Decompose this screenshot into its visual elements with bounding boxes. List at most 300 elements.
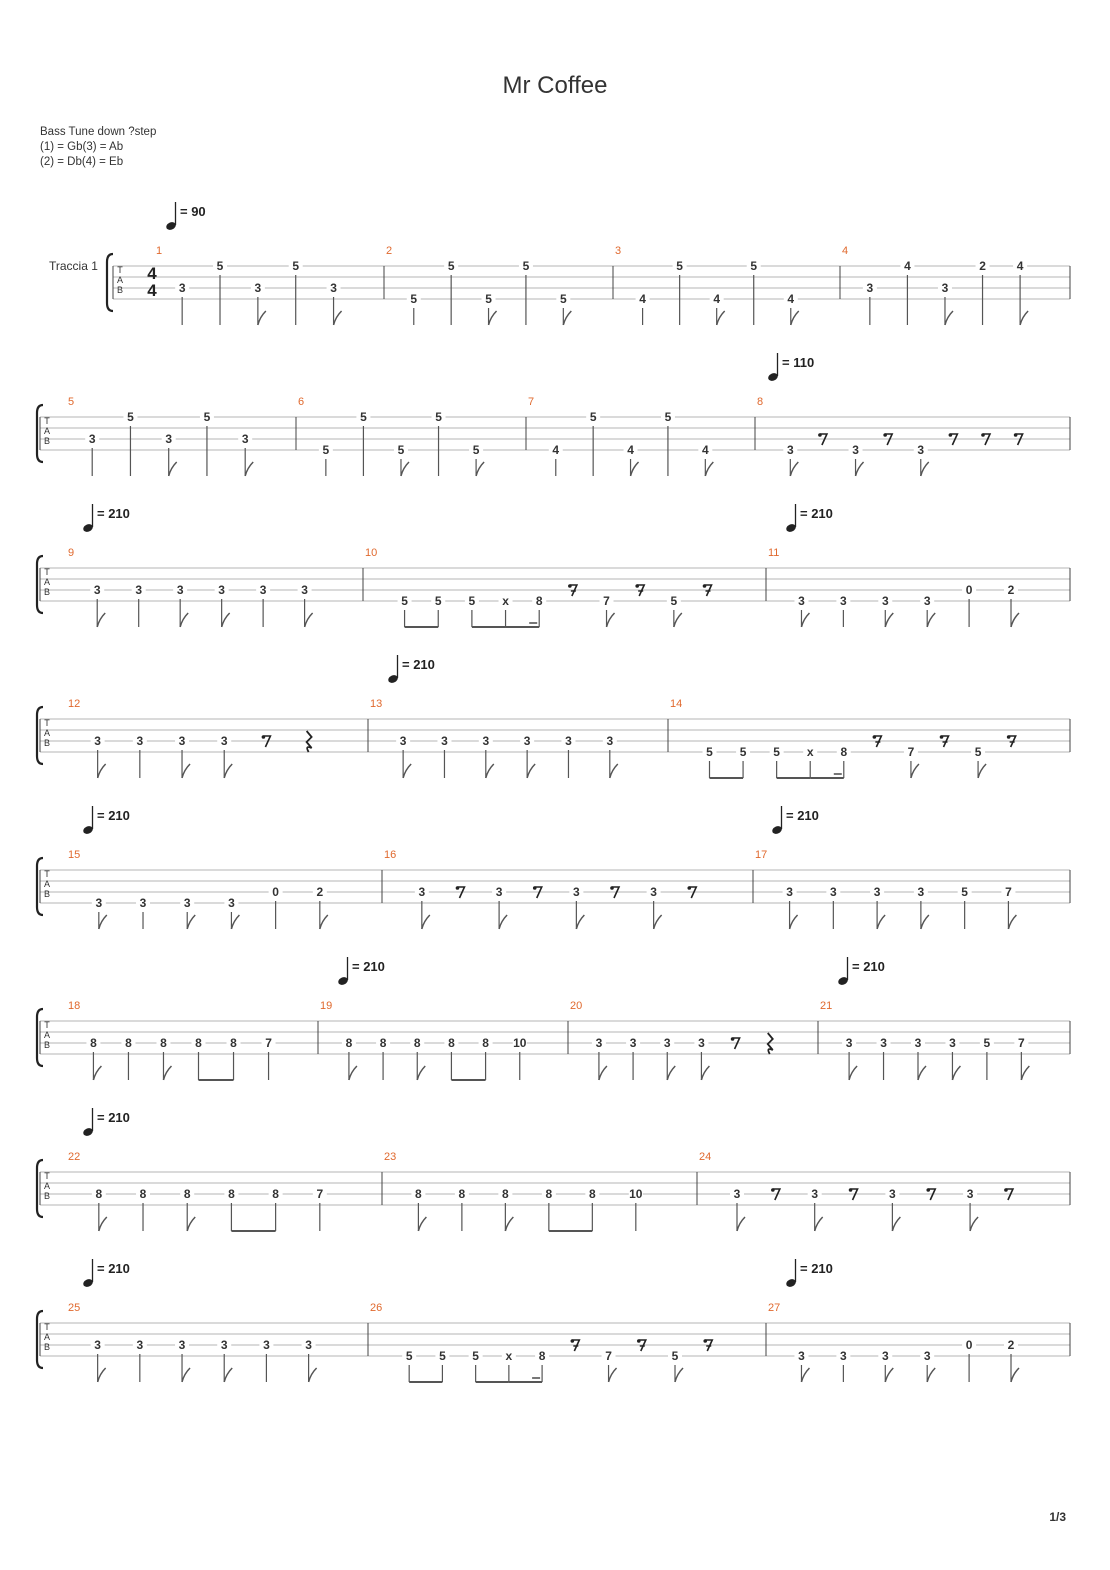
- rest-dot: [949, 433, 953, 437]
- fret-number: 3: [966, 1187, 974, 1201]
- measure-number: 20: [570, 1000, 583, 1012]
- note-flag: [320, 915, 328, 929]
- fret-number: 3: [495, 885, 503, 899]
- staff-system: [37, 806, 1070, 929]
- fret-number: 5: [472, 443, 480, 457]
- measure-1: [156, 245, 342, 325]
- measure-18: [68, 1000, 276, 1080]
- measure-19: [320, 1000, 527, 1080]
- measure-2: [386, 245, 571, 325]
- measure-number: 5: [68, 396, 75, 408]
- measure-number: 17: [755, 849, 768, 861]
- note-flag: [675, 1368, 683, 1382]
- note-flag: [849, 1066, 857, 1080]
- tab-clef-letter: A: [43, 1332, 51, 1342]
- tempo-marking: = 210: [800, 506, 833, 521]
- fret-number: 8: [379, 1036, 387, 1050]
- fret-number: 7: [603, 594, 610, 608]
- fret-number: 5: [434, 594, 442, 608]
- fret-number: 3: [441, 734, 448, 748]
- note-flag: [1008, 915, 1016, 929]
- measure-number: 21: [820, 1000, 833, 1012]
- measure-16: [384, 849, 696, 929]
- fret-number: 3: [881, 594, 889, 608]
- fret-number: 10: [629, 1187, 643, 1201]
- note-flag: [970, 1217, 978, 1231]
- note-flag: [815, 1217, 823, 1231]
- fret-number: 3: [606, 734, 614, 748]
- tempo-marking: = 110: [782, 355, 815, 370]
- fret-number: 8: [458, 1187, 466, 1201]
- fret-number: 2: [316, 885, 324, 899]
- note-flag: [921, 462, 929, 476]
- note-flag: [417, 1066, 425, 1080]
- fret-number: 3: [786, 885, 793, 899]
- note-flag: [224, 764, 232, 778]
- rest-dot: [883, 433, 887, 437]
- fret-number: 3: [917, 443, 925, 457]
- fret-number: 5: [410, 292, 418, 306]
- tab-clef-letter: B: [43, 436, 51, 446]
- note-flag: [918, 1066, 926, 1080]
- staff-system: [37, 655, 1070, 778]
- rest-dot: [456, 886, 460, 890]
- measure-12: [68, 698, 312, 778]
- fret-number: 3: [254, 281, 262, 295]
- note-flag: [418, 1217, 426, 1231]
- fret-number: 3: [923, 1349, 931, 1363]
- tempo-marking: = 210: [97, 808, 130, 823]
- tempo-marking: = 210: [352, 959, 385, 974]
- fret-number: 8: [413, 1036, 421, 1050]
- note-flag: [790, 915, 798, 929]
- fret-number: 3: [176, 583, 184, 597]
- tab-clef-letter: A: [43, 426, 51, 436]
- fret-number: 8: [535, 594, 543, 608]
- fret-number: 5: [522, 259, 530, 273]
- fret-number: 3: [798, 594, 805, 608]
- note-flag: [892, 1217, 900, 1231]
- fret-number: 3: [178, 734, 186, 748]
- fret-number: 3: [218, 583, 225, 597]
- note-flag: [885, 613, 893, 627]
- rest-dot: [703, 1339, 707, 1343]
- measure-9: [68, 547, 313, 627]
- measure-number: 23: [384, 1151, 397, 1163]
- rest-dot: [703, 584, 707, 588]
- page-number: 1/3: [1049, 1510, 1066, 1524]
- song-title: Mr Coffee: [502, 72, 608, 99]
- note-flag: [99, 1217, 107, 1231]
- note-flag: [801, 1368, 809, 1382]
- note-flag: [403, 764, 411, 778]
- tempo-marking: = 210: [97, 1110, 130, 1125]
- measure-number: 27: [768, 1302, 781, 1314]
- fret-number: 4: [713, 292, 721, 306]
- note-flag: [305, 613, 313, 627]
- fret-number: 3: [135, 583, 143, 597]
- measure-number: 24: [699, 1151, 712, 1163]
- tab-clef-letter: T: [44, 1171, 50, 1181]
- fret-number: 8: [840, 745, 848, 759]
- fret-number: 3: [330, 281, 337, 295]
- staff-system: [37, 957, 1070, 1080]
- note-flag: [182, 1368, 190, 1382]
- fret-number: 2: [979, 259, 986, 273]
- fret-number: 4: [1016, 259, 1024, 273]
- fret-number: 5: [360, 410, 367, 424]
- tempo-marking: = 210: [97, 1261, 130, 1276]
- fret-number: 5: [472, 1349, 479, 1363]
- fret-number: 3: [880, 1036, 887, 1050]
- note-flag: [705, 462, 713, 476]
- note-flag: [791, 311, 799, 325]
- fret-number: 3: [840, 594, 847, 608]
- fret-number: 4: [639, 292, 646, 306]
- note-flag: [607, 613, 615, 627]
- note-flag: [1011, 1368, 1019, 1382]
- note-flag: [489, 311, 497, 325]
- fret-number: 3: [573, 885, 580, 899]
- tab-clef-letter: T: [44, 869, 50, 879]
- fret-number: 7: [316, 1187, 324, 1201]
- fret-number: 7: [1018, 1036, 1025, 1050]
- fret-number: 7: [907, 745, 915, 759]
- note-flag: [885, 1368, 893, 1382]
- measure-13: [370, 698, 618, 778]
- track-name: Traccia 1: [49, 259, 98, 273]
- note-flag: [486, 764, 494, 778]
- rest-dot: [981, 433, 985, 437]
- fret-number: 3: [94, 1338, 101, 1352]
- fret-number: 5: [983, 1036, 991, 1050]
- note-flag: [187, 915, 195, 929]
- note-flag: [790, 462, 798, 476]
- note-flag: [231, 915, 239, 929]
- tab-clef-letter: A: [43, 728, 51, 738]
- fret-number: 3: [845, 1036, 853, 1050]
- tuning-line-2: (1) = Gb(3) = Ab: [40, 141, 124, 153]
- fret-number: 7: [1005, 885, 1012, 899]
- measure-number: 12: [68, 698, 81, 710]
- measure-22: [68, 1151, 327, 1231]
- note-flag: [737, 1217, 745, 1231]
- fret-number: 5: [670, 594, 678, 608]
- note-flag: [98, 764, 106, 778]
- fret-number: 3: [873, 885, 881, 899]
- tab-clef-letter: B: [116, 285, 124, 295]
- fret-number: 2: [1007, 583, 1015, 597]
- staff-system: [37, 504, 1070, 627]
- measure-5: [68, 396, 253, 476]
- note-flag: [182, 764, 190, 778]
- fret-number: 3: [629, 1036, 637, 1050]
- rest-dot: [687, 886, 691, 890]
- fret-number: 3: [811, 1187, 819, 1201]
- fret-number: 3: [941, 281, 949, 295]
- fret-number: 3: [829, 885, 837, 899]
- fret-number: 3: [139, 896, 147, 910]
- fret-number: 5: [401, 594, 408, 608]
- measure-11: [768, 547, 1019, 627]
- note-flag: [187, 1217, 195, 1231]
- note-flag: [674, 613, 682, 627]
- measure-17: [755, 849, 1016, 929]
- tab-clef-letter: B: [43, 1342, 51, 1352]
- note-flag: [258, 311, 266, 325]
- fret-number: 8: [183, 1187, 191, 1201]
- fret-number: 5: [397, 443, 405, 457]
- fret-number: 8: [448, 1036, 455, 1050]
- measure-number: 9: [68, 547, 75, 559]
- measure-number: 25: [68, 1302, 81, 1314]
- tab-clef-letter: B: [43, 889, 51, 899]
- tempo-marking: = 210: [97, 506, 130, 521]
- staff-system: [37, 1108, 1070, 1231]
- measure-number: 8: [757, 396, 764, 408]
- fret-number: 3: [220, 734, 228, 748]
- fret-number: 3: [565, 734, 572, 748]
- fret-number: 5: [961, 885, 968, 899]
- rest-dot: [610, 886, 614, 890]
- note-flag: [499, 915, 507, 929]
- rest-dot: [571, 1339, 575, 1343]
- measure-number: 14: [670, 698, 683, 710]
- fret-number: 5: [739, 745, 747, 759]
- fret-number: 3: [136, 734, 144, 748]
- measure-15: [68, 849, 328, 929]
- measure-number: 26: [370, 1302, 383, 1314]
- fret-number: 3: [418, 885, 426, 899]
- tab-clef-letter: A: [43, 1030, 51, 1040]
- fret-number: 3: [663, 1036, 671, 1050]
- rest-dot: [1007, 735, 1011, 739]
- note-flag: [422, 915, 430, 929]
- measure-number: 11: [768, 547, 780, 559]
- note-flag: [563, 311, 571, 325]
- fret-number: 0: [965, 583, 973, 597]
- fret-number: 3: [228, 896, 235, 910]
- measure-number: 19: [320, 1000, 333, 1012]
- rest-dot: [731, 1037, 735, 1041]
- time-signature-top: 4: [147, 264, 157, 283]
- fret-number: x: [806, 745, 814, 759]
- note-flag: [576, 915, 584, 929]
- rest-dot: [568, 584, 572, 588]
- tempo-marking: = 210: [852, 959, 885, 974]
- fret-number: 5: [559, 292, 567, 306]
- note-flag: [99, 915, 107, 929]
- rest-dot: [940, 735, 944, 739]
- fret-number: 3: [852, 443, 859, 457]
- fret-number: 8: [95, 1187, 103, 1201]
- note-flag: [1021, 1066, 1029, 1080]
- fret-number: 3: [595, 1036, 603, 1050]
- fret-number: 2: [1007, 1338, 1015, 1352]
- note-flag: [921, 915, 929, 929]
- fret-number: 8: [345, 1036, 353, 1050]
- fret-number: 3: [523, 734, 531, 748]
- measure-number: 10: [365, 547, 378, 559]
- fret-number: 8: [272, 1187, 279, 1201]
- fret-number: 5: [203, 410, 211, 424]
- tuning-line-1: Bass Tune down ?step: [40, 126, 157, 138]
- note-flag: [654, 915, 662, 929]
- fret-number: 4: [627, 443, 634, 457]
- rest-dot: [637, 1339, 641, 1343]
- fret-number: 5: [589, 410, 597, 424]
- fret-number: 3: [136, 1338, 144, 1352]
- note-flag: [952, 1066, 960, 1080]
- fret-number: 3: [178, 281, 186, 295]
- fret-number: 3: [165, 432, 173, 446]
- measure-number: 16: [384, 849, 397, 861]
- note-flag: [97, 613, 105, 627]
- rest-dot: [262, 735, 266, 739]
- note-flag: [667, 1066, 675, 1080]
- note-flag: [631, 462, 639, 476]
- rest-dot: [873, 735, 877, 739]
- measure-number: 6: [298, 396, 305, 408]
- fret-number: 3: [482, 734, 490, 748]
- fret-number: 3: [263, 1338, 270, 1352]
- fret-number: x: [502, 594, 509, 608]
- tempo-marking: = 90: [180, 204, 206, 219]
- tab-clef-letter: A: [43, 879, 51, 889]
- tab-clef-letter: T: [44, 1020, 50, 1030]
- fret-number: 3: [301, 583, 308, 597]
- rest-dot: [849, 1188, 853, 1192]
- measure-number: 18: [68, 1000, 81, 1012]
- note-flag: [180, 613, 188, 627]
- fret-number: 10: [513, 1036, 527, 1050]
- fret-number: 3: [93, 583, 101, 597]
- measure-number: 3: [615, 245, 622, 257]
- time-signature-bottom: 4: [147, 281, 157, 300]
- measure-number: 22: [68, 1151, 81, 1163]
- fret-number: 8: [538, 1349, 546, 1363]
- note-flag: [856, 462, 864, 476]
- fret-number: 3: [241, 432, 249, 446]
- measure-number: 2: [386, 245, 393, 257]
- fret-number: 8: [545, 1187, 553, 1201]
- measure-14: [670, 698, 1016, 778]
- fret-number: 5: [773, 745, 780, 759]
- note-flag: [911, 764, 919, 778]
- fret-number: 8: [90, 1036, 97, 1050]
- note-flag: [609, 1368, 617, 1382]
- tempo-marking: = 210: [786, 808, 819, 823]
- fret-number: 5: [322, 443, 330, 457]
- fret-number: 3: [881, 1349, 889, 1363]
- fret-number: 3: [95, 896, 103, 910]
- rest-dot: [1004, 1188, 1008, 1192]
- measure-number: 13: [370, 698, 383, 710]
- note-flag: [801, 613, 809, 627]
- note-flag: [717, 311, 725, 325]
- fret-number: 3: [305, 1338, 312, 1352]
- tab-clef-letter: T: [117, 265, 123, 275]
- rest-dot: [635, 584, 639, 588]
- measure-4: [842, 245, 1028, 325]
- rest-dot: [818, 433, 822, 437]
- note-flag: [349, 1066, 357, 1080]
- measure-7: [528, 396, 713, 476]
- measure-26: [370, 1302, 712, 1382]
- fret-number: 3: [220, 1338, 228, 1352]
- fret-number: 3: [840, 1349, 847, 1363]
- system-bracket: [107, 254, 113, 311]
- fret-number: 3: [914, 1036, 922, 1050]
- measure-21: [820, 1000, 1029, 1080]
- fret-number: 0: [965, 1338, 973, 1352]
- note-flag: [1011, 613, 1019, 627]
- fret-number: 5: [405, 1349, 413, 1363]
- note-flag: [401, 462, 409, 476]
- fret-number: 8: [415, 1187, 422, 1201]
- note-flag: [877, 915, 885, 929]
- tab-clef-letter: A: [43, 1181, 51, 1191]
- rest-dot: [533, 886, 537, 890]
- measure-6: [298, 396, 484, 476]
- measure-number: 7: [528, 396, 535, 408]
- measure-number: 4: [842, 245, 849, 257]
- fret-number: 8: [160, 1036, 167, 1050]
- tab-clef-letter: B: [43, 587, 51, 597]
- note-flag: [224, 1368, 232, 1382]
- fret-number: 5: [292, 259, 300, 273]
- tab-clef-letter: T: [44, 1322, 50, 1332]
- fret-number: 3: [650, 885, 657, 899]
- fret-number: 8: [125, 1036, 132, 1050]
- note-flag: [505, 1217, 513, 1231]
- fret-number: 4: [904, 259, 911, 273]
- fret-number: 8: [139, 1187, 147, 1201]
- measure-27: [768, 1302, 1019, 1382]
- fret-number: 5: [706, 745, 713, 759]
- note-flag: [98, 1368, 106, 1382]
- fret-number: x: [505, 1349, 513, 1363]
- tab-clef-letter: T: [44, 567, 50, 577]
- note-flag: [334, 311, 342, 325]
- measure-23: [384, 1151, 643, 1231]
- fret-number: 3: [923, 594, 931, 608]
- note-flag: [610, 764, 618, 778]
- fret-number: 3: [733, 1187, 741, 1201]
- note-flag: [945, 311, 953, 325]
- fret-number: 3: [399, 734, 407, 748]
- staff-system: [37, 1259, 1070, 1382]
- note-flag: [527, 764, 535, 778]
- tab-clef-letter: A: [43, 577, 51, 587]
- fret-number: 8: [588, 1187, 596, 1201]
- fret-number: 7: [265, 1036, 272, 1050]
- note-flag: [1020, 311, 1028, 325]
- fret-number: 5: [974, 745, 982, 759]
- fret-number: 3: [889, 1187, 896, 1201]
- fret-number: 4: [552, 443, 560, 457]
- fret-number: 4: [701, 443, 709, 457]
- fret-number: 5: [750, 259, 758, 273]
- note-flag: [927, 1368, 935, 1382]
- fret-number: 5: [664, 410, 672, 424]
- fret-number: 4: [787, 292, 795, 306]
- note-flag: [599, 1066, 607, 1080]
- fret-number: 3: [94, 734, 101, 748]
- fret-number: 8: [228, 1187, 235, 1201]
- measure-number: 15: [68, 849, 81, 861]
- fret-number: 7: [605, 1349, 612, 1363]
